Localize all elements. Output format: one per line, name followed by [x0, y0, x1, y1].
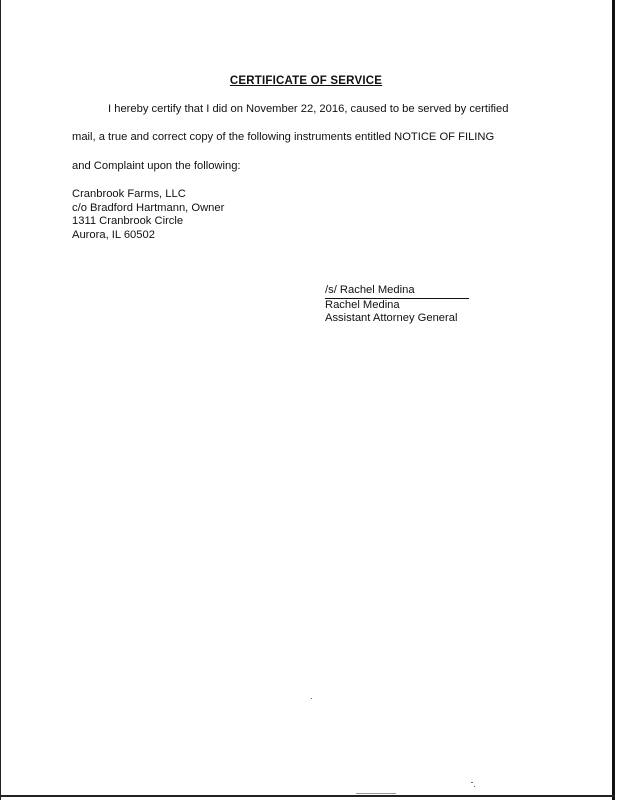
recipient-attention: c/o Bradford Hartmann, Owner: [72, 201, 225, 214]
scan-speck: [311, 698, 312, 699]
recipient-street: 1311 Cranbrook Circle: [72, 215, 184, 227]
page-bottom-edge: [0, 795, 615, 797]
electronic-signature: /s/ Rachel Medina: [325, 284, 469, 299]
recipient-address: [72, 188, 224, 242]
recipient-name: Cranbrook Farms, LLC: [72, 188, 186, 200]
signer-name: Rachel Medina: [325, 298, 400, 311]
signature-block: [325, 284, 469, 326]
scan-speck: [474, 786, 475, 787]
page-left-edge: [0, 0, 1, 800]
scan-speck: [356, 793, 396, 794]
page-right-edge: [612, 0, 615, 800]
certification-line-3: and Complaint upon the following:: [72, 160, 241, 172]
scan-speck: [471, 782, 473, 783]
certification-line-1: I hereby certify that I did on November 22, 2016, caused to be served by certified: [108, 103, 509, 115]
signer-title: Assistant Attorney General: [325, 312, 458, 324]
recipient-city-state-zip: Aurora, IL 60502: [72, 228, 155, 241]
document-title: CERTIFICATE OF SERVICE: [229, 75, 383, 87]
certification-line-2: mail, a true and correct copy of the following instruments entitled NOTICE OF FILING: [72, 131, 495, 143]
